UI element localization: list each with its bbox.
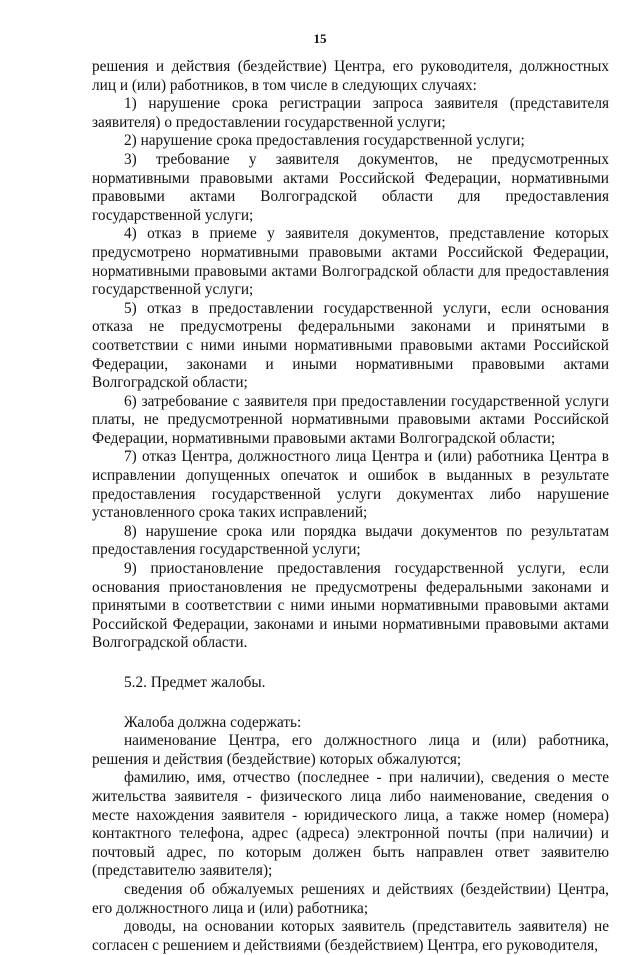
list-item: 3) требование у заявителя документов, не предусмотренных нормативными правовыми актами Российской Федерации, нормативными правовыми актами Волгоградской области для предоставления государственной услуги; <box>92 150 609 224</box>
document-body <box>92 58 609 955</box>
spacer <box>92 693 609 714</box>
spacer <box>92 653 609 674</box>
page-number: 15 <box>313 31 327 46</box>
list-item: доводы, на основании которых заявитель (представитель заявителя) не согласен с решением и действиями (бездействием) Центра, его руководителя, <box>92 918 609 954</box>
list-item: фамилию, имя, отчество (последнее - при наличии), сведения о месте жительства заявителя - физического лица либо наименование, сведения о месте нахождения заявителя - юридического лица, а также номер (номера) контактного телефона, адрес (адреса) электронной почты (при наличии) и почтовый адрес, по которым должен быть направлен ответ заявителю (представителю заявителя); <box>92 769 609 880</box>
list-item: 4) отказ в приеме у заявителя документов, представление которых предусмотрено нормативными правовыми актами Российской Федерации, нормативными правовыми актами Волгоградской области для предоставления государственной услуги; <box>92 225 609 299</box>
list-item: 9) приостановление предоставления государственной услуги, если основания приостановления не предусмотрены федеральными законами и принятыми в соответствии с ними иными нормативными правовыми актами Российской Федерации, законами и иными нормативными правовыми актами Волгоградской области. <box>92 560 609 652</box>
paragraph: Жалоба должна содержать: <box>124 713 302 731</box>
paragraph: решения и действия (бездействие) Центра, его руководителя, должностных лиц и (или) работников, в том числе в следующих случаях: <box>92 58 609 94</box>
list-item: наименование Центра, его должностного лица и (или) работника, решения и действия (бездействие) которых обжалуются; <box>92 732 609 768</box>
list-item: 6) затребование с заявителя при предоставлении государственной услуги платы, не предусмотренной нормативными правовыми актами Российской Федерации, нормативными правовыми актами Волгоградской области; <box>92 392 609 447</box>
list-item: 2) нарушение срока предоставления государственной услуги; <box>124 132 525 150</box>
list-item: 7) отказ Центра, должностного лица Центра и (или) работника Центра в исправлении допущенных опечаток и ошибок в выданных в результате предоставления государственной услуги документах либо нарушение установленного срока таких исправлений; <box>92 448 609 522</box>
list-item: 5) отказ в предоставлении государственной услуги, если основания отказа не предусмотрены федеральными законами и принятыми в соответствии с ними иными нормативными правовыми актами Российской Федерации, законами и иными нормативными правовыми актами Волгоградской области; <box>92 299 609 392</box>
section-heading: 5.2. Предмет жалобы. <box>124 674 266 691</box>
list-item: 1) нарушение срока регистрации запроса заявителя (представителя заявителя) о предоставлении государственной услуги; <box>92 95 609 131</box>
list-item: 8) нарушение срока или порядка выдачи документов по результатам предоставления государственной услуги; <box>92 522 609 559</box>
list-item: сведения об обжалуемых решениях и действиях (бездействии) Центра, его должностного лица и (или) работника; <box>92 880 609 917</box>
